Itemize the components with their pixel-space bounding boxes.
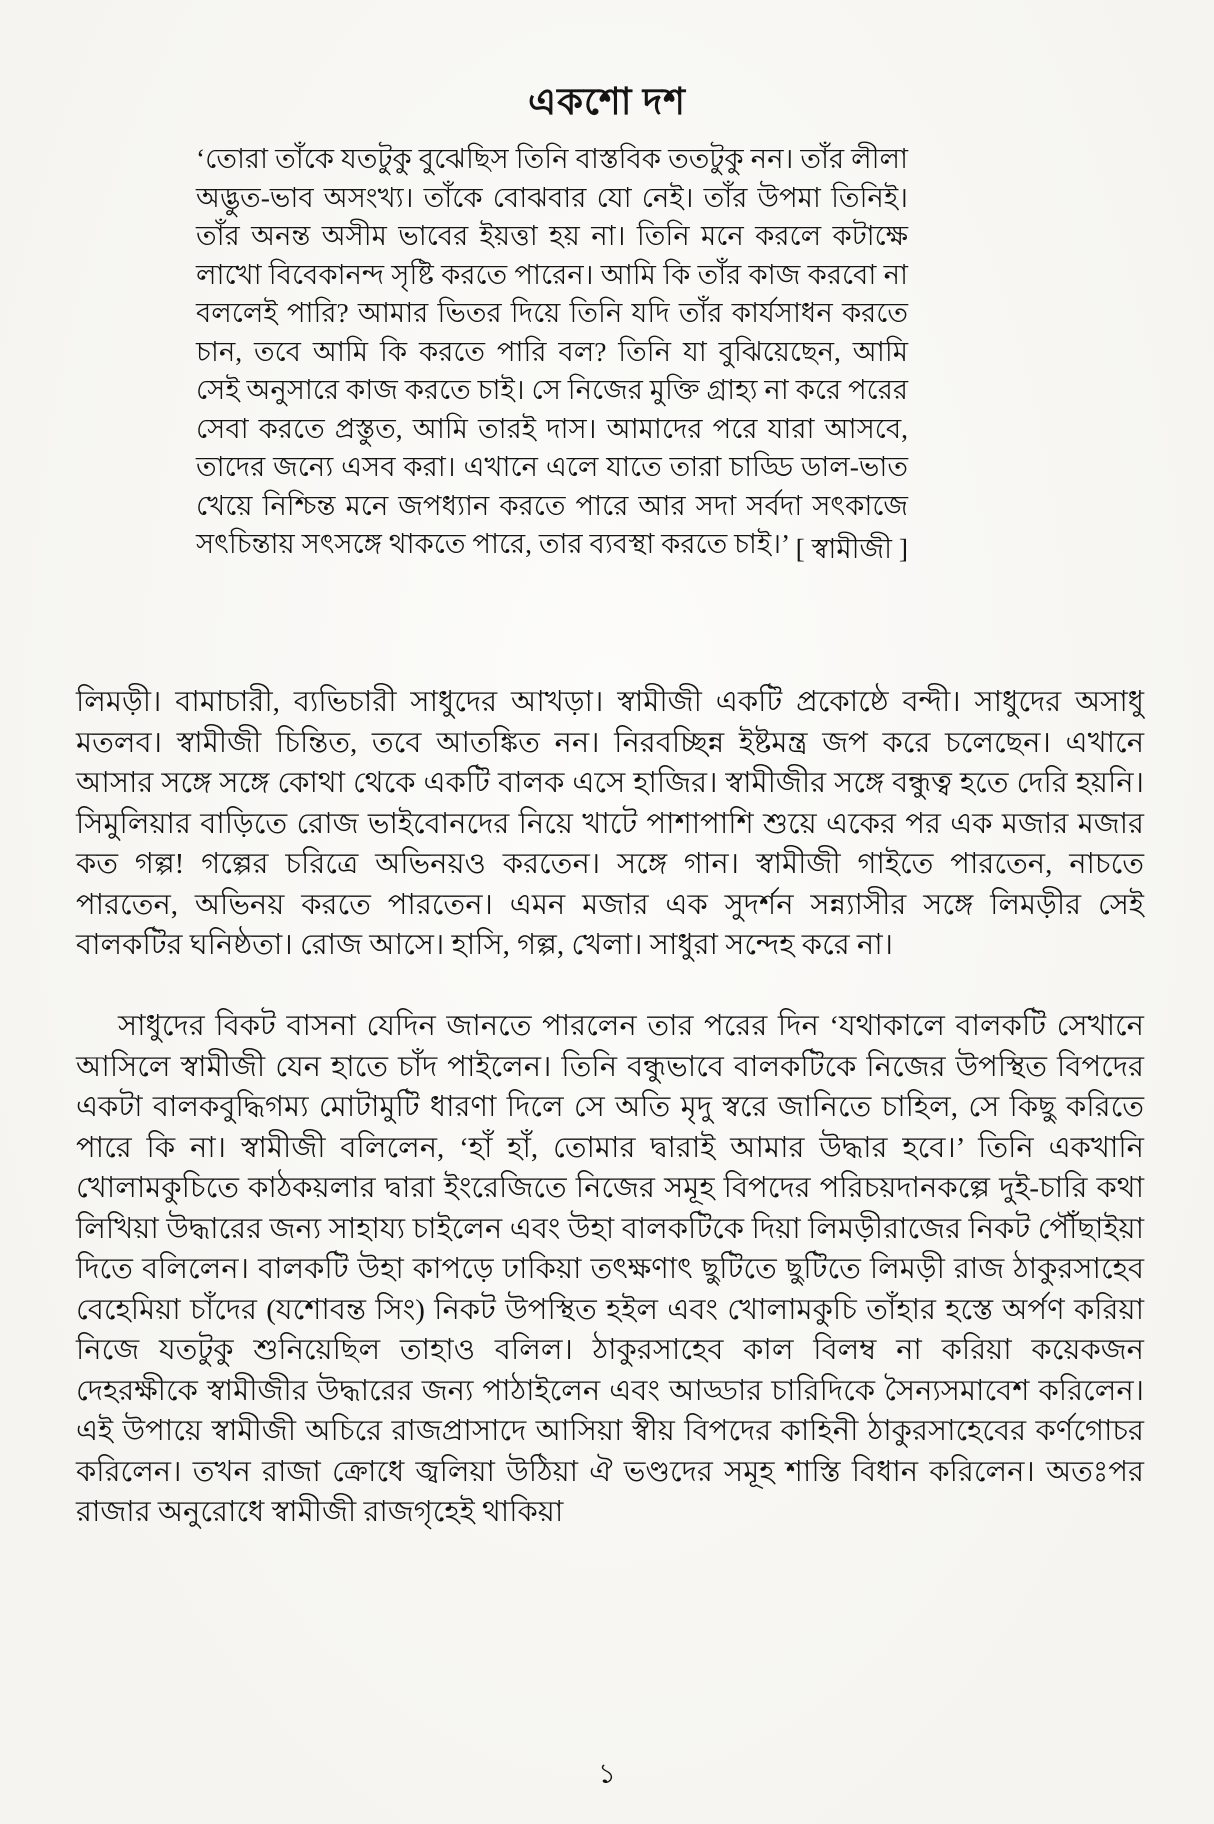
quote-attribution: [ স্বামীজী ]	[795, 533, 908, 564]
paragraph-1: লিমড়ী। বামাচারী, ব্যভিচারী সাধুদের আখড়া। স্বামীজী একটি প্রকোষ্ঠে বন্দী। সাধুদের অসাধু মতলব। স্বামীজী চিন্তিত, তবে আতঙ্কিত নন। নিরবচ্ছিন্ন ইষ্টমন্ত্র জপ করে চলেছেন। এখানে আসার সঙ্গে সঙ্গে কোথা থেকে একটি বালক এসে হাজির। স্বামীজীর সঙ্গে বন্ধুত্ব হতে দেরি হয়নি। সিমুলিয়ার বাড়িতে রোজ ভাইবোনদের নিয়ে খাটে পাশাপাশি শুয়ে একের পর এক মজার মজার কত গল্প! গল্পের চরিত্রে অভিনয়ও করতেন। সঙ্গে গান। স্বামীজী গাইতে পারতেন, নাচতে পারতেন, অভিনয় করতে পারতেন। এমন মজার এক সুদর্শন সন্ন্যাসীর সঙ্গে লিমড়ীর সেই বালকটির ঘনিষ্ঠতা। রোজ আসে। হাসি, গল্প, খেলা। সাধুরা সন্দেহ করে না।	[76, 686, 1144, 961]
paragraph-2-text: সাধুদের বিকট বাসনা যেদিন জানতে পারলেন তার পরের দিন ‘যথাকালে বালকটি সেখানে আসিলে স্বামীজী যেন হাতে চাঁদ পাইলেন। তিনি বন্ধুভাবে বালকটিকে নিজের উপস্থিত বিপদের একটা বালকবুদ্ধিগম্য মোটামুটি ধারণা দিলে সে অতি মৃদু স্বরে জানিতে চাহিল, সে কিছু করিতে পারে কি না। স্বামীজী বলিলেন, ‘হাঁ হাঁ, তোমার দ্বারাই আমার উদ্ধার হবে।’ তিনি একখানি খোলামকুচিতে কাঠকয়লার দ্বারা ইংরেজিতে নিজের সমূহ বিপদের পরিচয়দানকল্পে দুই-চারি কথা লিখিয়া উদ্ধারের জন্য সাহায্য চাইলেন এবং উহা বালকটিকে দিয়া লিমড়ীরাজের নিকট পৌঁছাইয়া দিতে বলিলেন। বালকটি উহা কাপড়ে ঢাকিয়া তৎক্ষণাৎ ছুটিতে ছুটিতে লিমড়ী রাজ ঠাকুরসাহেব বেহেমিয়া চাঁদের (যশোবন্ত সিং) নিকট উপস্থিত হইল এবং খোলামকুচি তাঁহার হস্তে অর্পণ করিয়া নিজে যতটুকু শুনিয়েছিল তাহাও বলিল। ঠাকুরসাহেব কাল বিলম্ব না করিয়া কয়েকজন দেহরক্ষীকে স্বামীজীর উদ্ধারের জন্য পাঠাইলেন এবং আড্ডার চারিদিকে সৈন্যসমাবেশ করিলেন। এই উপায়ে স্বামীজী অচিরে রাজপ্রাসাদে আসিয়া স্বীয় বিপদের কাহিনী ঠাকুরসাহেবের কর্ণগোচর করিলেন। তখন রাজা ক্রোধে জ্বলিয়া উঠিয়া ঐ ভণ্ডদের সমূহ শাস্তি বিধান করিলেন। অতঃপর রাজার অনুরোধে স্বামীজী রাজগৃহেই থাকিয়া	[76, 1010, 1144, 1528]
opening-quote: ‘তোরা তাঁকে যতটুকু বুঝেছিস তিনি বাস্তবিক ততটুকু নন। তাঁর লীলা অদ্ভুত-ভাব অসংখ্য। তাঁকে বোঝবার যো নেই। তাঁর উপমা তিনিই। তাঁর অনন্ত অসীম ভাবের ইয়ত্তা হয় না। তিনি মনে করলে কটাক্ষে লাখো বিবেকানন্দ সৃষ্টি করতে পারেন। আমি কি তাঁর কাজ করবো না বললেই পারি? আমার ভিতর দিয়ে তিনি যদি তাঁর কার্যসাধন করতে চান, তবে আমি কি করতে পারি বল? তিনি যা বুঝিয়েছেন, আমি সেই অনুসারে কাজ করতে চাই। সে নিজের মুক্তি গ্রাহ্য না করে পরের সেবা করতে প্রস্তুত, আমি তারই দাস। আমাদের পরে যারা আসবে, তাদের জন্যে এসব করা। এখানে এলে যাতে তারা চাড্ডি ডাল-ভাত খেয়ে নিশ্চিন্ত মনে জপধ্যান করতে পারে আর সদা সর্বদা সৎকাজে সৎচিন্তায় সৎসঙ্গে থাকতে পারে, তার ব্যবস্থা করতে চাই।’	[196, 143, 908, 559]
page-number: ১	[597, 1759, 617, 1790]
paragraph-2	[76, 1006, 1144, 1533]
chapter-title: একশো দশ	[527, 82, 687, 123]
